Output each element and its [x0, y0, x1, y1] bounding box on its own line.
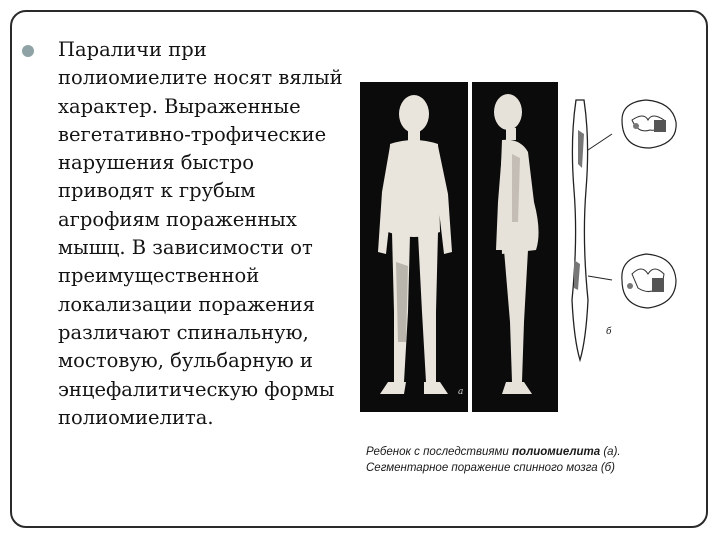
- figure-caption: Ребенок с последствиями полиомиелита (а). Сегментарное поражение спинного мозга (б): [366, 446, 621, 474]
- cross-section-top-icon: [622, 100, 676, 148]
- cross-section-bottom-icon: [622, 254, 676, 308]
- label-b: б: [606, 327, 612, 337]
- photo-front-view: [360, 82, 468, 412]
- spinal-cord-diagram: [560, 90, 700, 390]
- bullet-text: Параличи при полиомиелите носят вялый характер. Выраженные вегетативно-трофические нарушения быстро приводят к грубым агрофиям пораженных мышц. В зависимости от преимущественной локализации поражения различают спинальную, мостовую, бульбарную и энцефалитическую формы полиомиелита.: [58, 38, 343, 429]
- figure: [360, 82, 700, 412]
- photo-side-view: [472, 82, 558, 412]
- label-a: a: [458, 387, 464, 397]
- bullet-icon: [22, 45, 34, 57]
